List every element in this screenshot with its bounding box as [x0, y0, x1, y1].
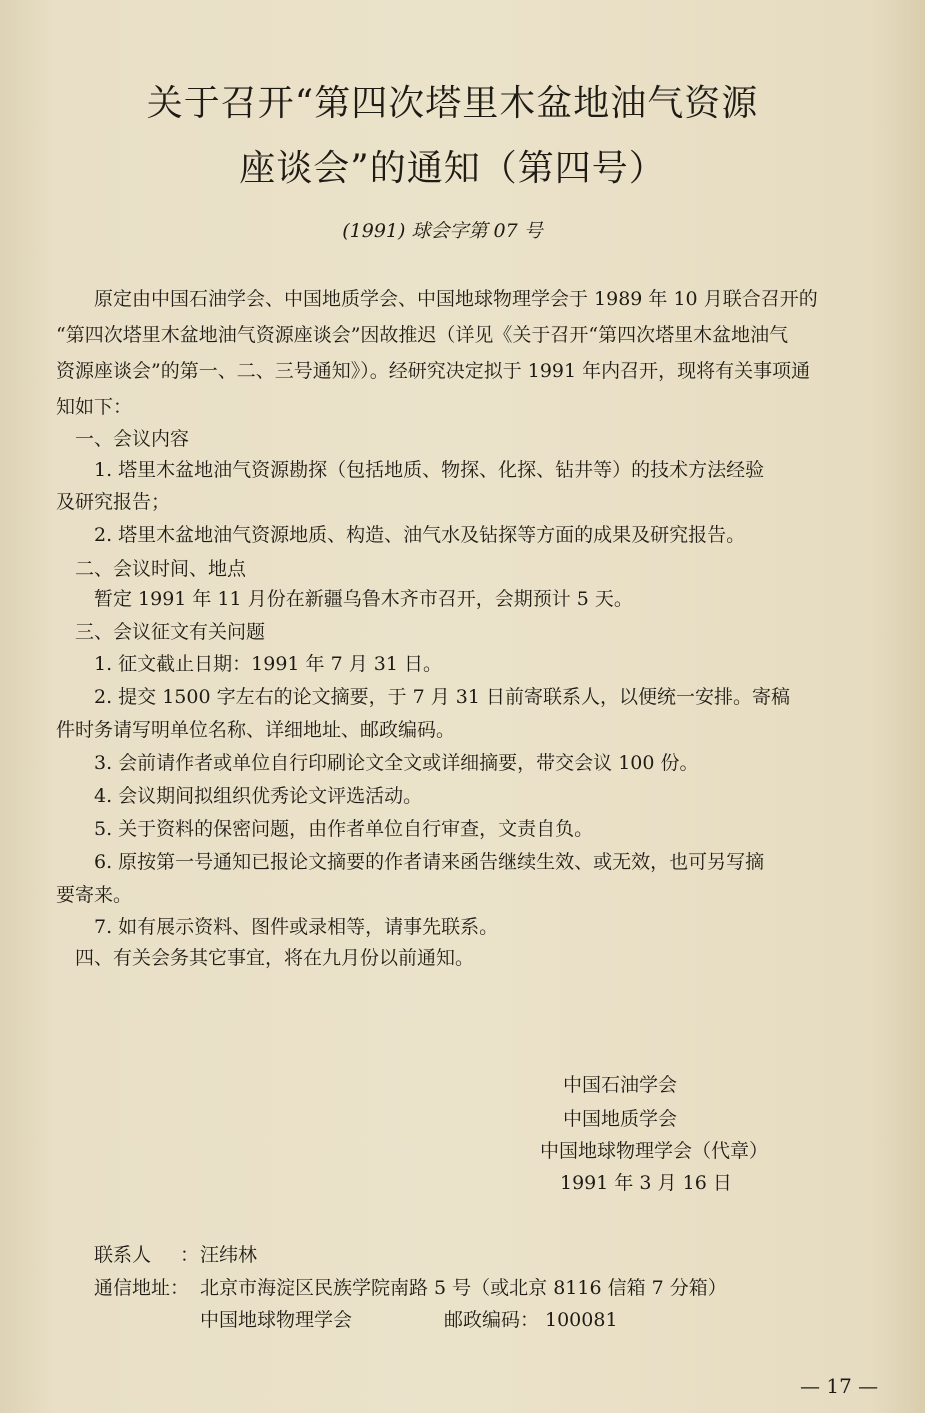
- intro-line-3: 资源座谈会”的第一、二、三号通知》）。经研究决定拟于 1991 年内召开，现将有关事项通: [56, 360, 811, 382]
- section-1-item-1-cont: 及研究报告；: [56, 491, 171, 513]
- intro-line-2: “第四次塔里木盆地油气资源座谈会”因故推迟（详见《关于召开“第四次塔里木盆地油气: [56, 324, 789, 346]
- section-4-text: 四、有关会务其它事宜，将在九月份以前通知。: [75, 947, 475, 969]
- intro-line-1: 原定由中国石油学会、中国地质学会、中国地球物理学会于 1989 年 10 月联合召开的: [94, 288, 818, 310]
- notice-title-line-2: 座谈会”的通知（第四号）: [239, 148, 666, 189]
- section-3-item-2: 2. 提交 1500 字左右的论文摘要，于 7 月 31 日前寄联系人，以便统一安排。寄稿: [94, 686, 791, 708]
- contact-person-label: 联系人: [94, 1244, 152, 1266]
- section-3-item-4: 4. 会议期间拟组织优秀论文评选活动。: [94, 785, 423, 807]
- contact-person-name: 汪纬林: [200, 1244, 258, 1266]
- section-1-item-2: 2. 塔里木盆地油气资源地质、构造、油气水及钻探等方面的成果及研究报告。: [94, 524, 746, 546]
- signatory-petroleum-society: 中国石油学会: [563, 1074, 678, 1096]
- notice-title-line-1: 关于召开“第四次塔里木盆地油气资源: [146, 83, 759, 124]
- signature-date: 1991 年 3 月 16 日: [560, 1172, 732, 1194]
- section-3-item-6: 6. 原按第一号通知已报论文摘要的作者请来函告继续生效、或无效，也可另写摘: [94, 851, 765, 873]
- section-2-heading: 二、会议时间、地点: [75, 558, 247, 580]
- section-3-item-2-cont: 件时务请写明单位名称、详细地址、邮政编码。: [56, 719, 456, 741]
- signatory-geophysical-society: 中国地球物理学会（代章）: [540, 1140, 769, 1162]
- page-number: — 17 —: [800, 1374, 879, 1398]
- signatory-geological-society: 中国地质学会: [563, 1108, 678, 1130]
- section-3-item-3: 3. 会前请作者或单位自行印刷论文全文或详细摘要，带交会议 100 份。: [94, 752, 699, 774]
- contact-person-separator: ：: [180, 1244, 200, 1266]
- section-2-text: 暂定 1991 年 11 月份在新疆乌鲁木齐市召开，会期预计 5 天。: [94, 588, 633, 610]
- address-text: 北京市海淀区民族学院南路 5 号（或北京 8116 信箱 7 分箱）: [200, 1277, 727, 1299]
- postcode-value: 100081: [545, 1309, 618, 1331]
- section-3-heading: 三、会议征文有关问题: [75, 621, 266, 643]
- section-3-item-1: 1. 征文截止日期：1991 年 7 月 31 日。: [94, 653, 442, 675]
- document-number: (1991) 球会字第 07 号: [342, 220, 543, 242]
- section-3-item-5: 5. 关于资料的保密问题，由作者单位自行审查，文责自负。: [94, 818, 594, 840]
- intro-line-4: 知如下：: [56, 396, 133, 418]
- section-3-item-7: 7. 如有展示资料、图件或录相等，请事先联系。: [94, 916, 499, 938]
- section-1-heading: 一、会议内容: [75, 428, 190, 450]
- section-1-item-1: 1. 塔里木盆地油气资源勘探（包括地质、物探、化探、钻井等）的技术方法经验: [94, 459, 765, 481]
- section-3-item-6-cont: 要寄来。: [56, 884, 133, 906]
- address-organization: 中国地球物理学会: [200, 1309, 353, 1331]
- postcode-label: 邮政编码：: [444, 1309, 540, 1331]
- address-label: 通信地址：: [94, 1277, 190, 1299]
